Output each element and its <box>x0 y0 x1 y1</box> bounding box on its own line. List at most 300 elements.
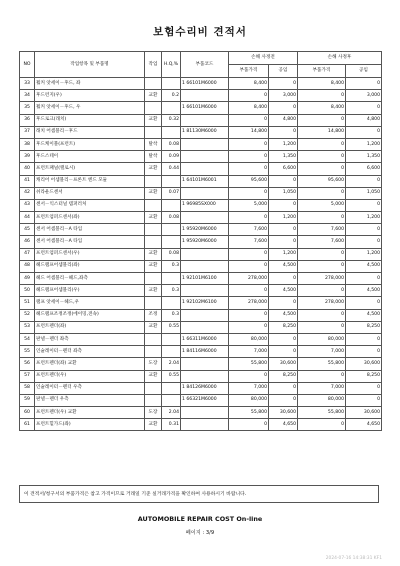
row-labor-after: 0 <box>346 102 382 114</box>
row-part-code: 1 66101M6000 <box>181 102 229 114</box>
row-hq <box>162 224 181 236</box>
row-part-price-before: 55,800 <box>229 358 269 370</box>
row-part-code <box>181 260 229 272</box>
row-labor-before: 0 <box>269 102 298 114</box>
row-labor-before: 0 <box>269 394 298 406</box>
row-item-name: 래치 어셈블리－후드 <box>35 126 145 138</box>
row-no: 59 <box>20 394 35 406</box>
row-work: 교환 <box>145 285 162 297</box>
table-row <box>20 346 382 358</box>
row-no: 57 <box>20 370 35 382</box>
row-part-code <box>181 419 229 431</box>
row-part-price-before: 0 <box>229 309 269 321</box>
page-number: 페이지 : 3/9 <box>185 530 215 536</box>
row-part-code: 1 66101M6000 <box>181 78 229 90</box>
row-part-price-before: 7,600 <box>229 236 269 248</box>
table-row <box>20 114 382 126</box>
row-part-price-after: 0 <box>298 212 346 224</box>
row-part-price-before: 8,400 <box>229 102 269 114</box>
row-part-code: 1 92101M6100 <box>181 273 229 285</box>
row-part-code <box>181 407 229 419</box>
row-work: 도장 <box>145 358 162 370</box>
row-labor-before: 0 <box>269 175 298 187</box>
row-part-price-before: 8,400 <box>229 78 269 90</box>
table-row <box>20 382 382 394</box>
row-item-name: 헤드램프어셈블리(우) <box>35 285 145 297</box>
row-hq: 0.44 <box>162 163 181 175</box>
row-no: 58 <box>20 382 35 394</box>
row-part-price-after: 80,000 <box>298 333 346 345</box>
row-item-name: 램프 앗세이－헤드,우 <box>35 297 145 309</box>
row-part-price-after: 0 <box>298 309 346 321</box>
row-part-price-after: 0 <box>298 90 346 102</box>
row-item-name: 헤드램프어셈블리(좌) <box>35 260 145 272</box>
row-labor-before: 1,350 <box>269 151 298 163</box>
row-labor-before: 30,600 <box>269 358 298 370</box>
row-work <box>145 382 162 394</box>
row-part-price-after: 8,400 <box>298 102 346 114</box>
row-item-name: 캐리어 어셈블리－프론트 엔드 모듈 <box>35 175 145 187</box>
row-part-price-before: 0 <box>229 138 269 150</box>
row-part-price-before: 0 <box>229 212 269 224</box>
row-labor-before: 0 <box>269 224 298 236</box>
header-no: NO <box>20 52 35 78</box>
row-hq: 0.3 <box>162 285 181 297</box>
row-item-name: 휠커 앗세이－후드, 우 <box>35 102 145 114</box>
row-labor-before: 0 <box>269 199 298 211</box>
row-part-code <box>181 138 229 150</box>
row-item-name: 센서－익스터널 템퍼러처 <box>35 199 145 211</box>
row-work: 교환 <box>145 163 162 175</box>
estimate-table <box>19 51 382 431</box>
row-labor-before: 8,250 <box>269 370 298 382</box>
row-part-code <box>181 309 229 321</box>
row-item-name: 프런트힐가드(좌) <box>35 419 145 431</box>
row-labor-after: 30,600 <box>346 407 382 419</box>
row-part-code <box>181 90 229 102</box>
row-part-price-before: 0 <box>229 321 269 333</box>
row-labor-before: 1,200 <box>269 138 298 150</box>
row-no: 41 <box>20 175 35 187</box>
row-part-code <box>181 114 229 126</box>
table-row <box>20 138 382 150</box>
row-labor-after: 0 <box>346 346 382 358</box>
row-item-name: 프런트펜더(좌) 교환 <box>35 358 145 370</box>
row-work: 교환 <box>145 260 162 272</box>
row-work <box>145 236 162 248</box>
row-no: 61 <box>20 419 35 431</box>
row-item-name: 판넬－펜더 좌측 <box>35 333 145 345</box>
row-labor-before: 0 <box>269 273 298 285</box>
row-no: 50 <box>20 285 35 297</box>
row-labor-before: 0 <box>269 78 298 90</box>
row-part-code: 1 95920M6000 <box>181 224 229 236</box>
row-labor-after: 0 <box>346 382 382 394</box>
row-no: 35 <box>20 102 35 114</box>
row-part-price-after: 0 <box>298 138 346 150</box>
row-hq: 0.09 <box>162 151 181 163</box>
row-part-price-after: 278,000 <box>298 297 346 309</box>
table-row <box>20 175 382 187</box>
row-hq <box>162 273 181 285</box>
table-row <box>20 358 382 370</box>
row-part-price-before: 80,000 <box>229 333 269 345</box>
row-work: 교환 <box>145 419 162 431</box>
row-labor-before: 0 <box>269 126 298 138</box>
row-labor-after: 4,500 <box>346 309 382 321</box>
row-no: 51 <box>20 297 35 309</box>
row-work <box>145 394 162 406</box>
row-hq <box>162 199 181 211</box>
row-part-code <box>181 285 229 297</box>
row-labor-before: 0 <box>269 346 298 358</box>
row-hq: 2.04 <box>162 358 181 370</box>
row-hq <box>162 297 181 309</box>
row-hq: 0.3 <box>162 309 181 321</box>
row-part-price-before: 14,800 <box>229 126 269 138</box>
row-labor-after: 0 <box>346 126 382 138</box>
row-labor-before: 1,050 <box>269 187 298 199</box>
row-labor-after: 1,050 <box>346 187 382 199</box>
row-part-price-before: 0 <box>229 248 269 260</box>
row-part-price-before: 0 <box>229 151 269 163</box>
table-row <box>20 163 382 175</box>
row-no: 48 <box>20 260 35 272</box>
row-work <box>145 273 162 285</box>
row-part-price-before: 0 <box>229 114 269 126</box>
row-labor-before: 4,650 <box>269 419 298 431</box>
table-row <box>20 212 382 224</box>
row-part-price-before: 278,000 <box>229 273 269 285</box>
footer-brand: AUTOMOBILE REPAIR COST On-line <box>137 515 263 523</box>
row-part-price-after: 7,600 <box>298 236 346 248</box>
table-row <box>20 248 382 260</box>
row-hq: 0.08 <box>162 138 181 150</box>
row-part-price-before: 5,000 <box>229 199 269 211</box>
row-labor-before: 1,200 <box>269 248 298 260</box>
row-labor-after: 6,600 <box>346 163 382 175</box>
row-no: 39 <box>20 151 35 163</box>
row-work: 교환 <box>145 114 162 126</box>
table-row <box>20 370 382 382</box>
header-item-name: 작업항목 및 부품명 <box>35 52 145 78</box>
row-labor-after: 3,000 <box>346 90 382 102</box>
row-hq <box>162 333 181 345</box>
row-work: 조정 <box>145 309 162 321</box>
row-labor-before: 6,600 <box>269 163 298 175</box>
row-part-price-after: 7,600 <box>298 224 346 236</box>
table-row <box>20 236 382 248</box>
header-part-price-before: 부품가격 <box>229 65 269 78</box>
table-row <box>20 394 382 406</box>
row-no: 53 <box>20 321 35 333</box>
table-row <box>20 321 382 333</box>
row-labor-after: 4,500 <box>346 260 382 272</box>
header-part-price-after: 부품가격 <box>298 65 346 78</box>
row-no: 55 <box>20 346 35 358</box>
row-work: 교환 <box>145 248 162 260</box>
row-item-name: 후드런지(우) <box>35 90 145 102</box>
header-work: 작업 <box>145 52 162 78</box>
row-part-code: 1 95920M6000 <box>181 236 229 248</box>
row-labor-after: 0 <box>346 175 382 187</box>
row-no: 46 <box>20 236 35 248</box>
row-item-name: 헤드 어셈블리－헤드,좌측 <box>35 273 145 285</box>
table-row <box>20 407 382 419</box>
row-part-price-after: 0 <box>298 248 346 260</box>
row-part-price-after: 7,000 <box>298 346 346 358</box>
row-labor-after: 4,650 <box>346 419 382 431</box>
row-item-name: 프런트펜더(우) <box>35 370 145 382</box>
row-part-code: 1 66311M6000 <box>181 333 229 345</box>
row-part-code: 1 84126M6000 <box>181 382 229 394</box>
row-part-price-after: 5,000 <box>298 199 346 211</box>
header-before-assessment: 손해 사정전 <box>229 52 298 65</box>
row-part-price-before: 0 <box>229 419 269 431</box>
row-hq: 0.07 <box>162 187 181 199</box>
row-part-price-before: 95,600 <box>229 175 269 187</box>
row-no: 43 <box>20 199 35 211</box>
table-row <box>20 273 382 285</box>
row-part-price-before: 7,000 <box>229 346 269 358</box>
row-no: 37 <box>20 126 35 138</box>
row-part-code: 1 92102M6100 <box>181 297 229 309</box>
row-labor-after: 1,200 <box>346 248 382 260</box>
row-hq <box>162 382 181 394</box>
row-labor-after: 1,200 <box>346 212 382 224</box>
table-row <box>20 151 382 163</box>
row-part-price-before: 7,600 <box>229 224 269 236</box>
row-part-price-before: 7,000 <box>229 382 269 394</box>
row-part-price-after: 0 <box>298 151 346 163</box>
row-part-code: 1 66321M6000 <box>181 394 229 406</box>
row-labor-after: 8,250 <box>346 370 382 382</box>
row-part-price-before: 278,000 <box>229 297 269 309</box>
row-hq <box>162 78 181 90</box>
row-no: 49 <box>20 273 35 285</box>
row-item-name: 후드스테이 <box>35 151 145 163</box>
row-item-name: 판넬－펜더 우측 <box>35 394 145 406</box>
row-hq <box>162 394 181 406</box>
table-row <box>20 126 382 138</box>
row-part-price-after: 55,800 <box>298 407 346 419</box>
row-work: 교환 <box>145 187 162 199</box>
row-work: 교환 <box>145 90 162 102</box>
row-no: 36 <box>20 114 35 126</box>
row-labor-before: 4,800 <box>269 114 298 126</box>
row-work <box>145 126 162 138</box>
row-part-price-after: 95,600 <box>298 175 346 187</box>
row-labor-after: 0 <box>346 333 382 345</box>
row-no: 47 <box>20 248 35 260</box>
row-part-code <box>181 248 229 260</box>
table-row <box>20 260 382 272</box>
row-hq <box>162 236 181 248</box>
row-work <box>145 346 162 358</box>
row-part-price-before: 0 <box>229 163 269 175</box>
row-hq: 0.08 <box>162 212 181 224</box>
row-hq <box>162 126 181 138</box>
row-labor-after: 0 <box>346 394 382 406</box>
row-part-price-after: 0 <box>298 370 346 382</box>
row-hq: 0.55 <box>162 321 181 333</box>
row-work: 탈착 <box>145 151 162 163</box>
row-labor-after: 4,500 <box>346 285 382 297</box>
table-row <box>20 102 382 114</box>
row-hq: 2.04 <box>162 407 181 419</box>
row-item-name: 프런트패널(랠로시) <box>35 163 145 175</box>
row-no: 52 <box>20 309 35 321</box>
row-labor-before: 0 <box>269 236 298 248</box>
row-labor-after: 0 <box>346 199 382 211</box>
row-item-name: 프런트엄퍼드센서(좌) <box>35 212 145 224</box>
row-labor-before: 1,200 <box>269 212 298 224</box>
row-part-code <box>181 358 229 370</box>
header-part-code: 부품코드 <box>181 52 229 78</box>
row-hq: 0.32 <box>162 114 181 126</box>
row-item-name: 후드케이블(프런트) <box>35 138 145 150</box>
row-hq <box>162 346 181 358</box>
row-part-price-before: 55,800 <box>229 407 269 419</box>
row-part-price-before: 0 <box>229 370 269 382</box>
row-no: 54 <box>20 333 35 345</box>
table-row <box>20 297 382 309</box>
row-work <box>145 224 162 236</box>
table-row <box>20 224 382 236</box>
header-row <box>20 52 382 65</box>
row-labor-before: 0 <box>269 382 298 394</box>
row-work <box>145 333 162 345</box>
row-hq: 0.3 <box>162 260 181 272</box>
row-part-price-after: 278,000 <box>298 273 346 285</box>
row-labor-before: 8,250 <box>269 321 298 333</box>
row-work <box>145 102 162 114</box>
row-hq <box>162 175 181 187</box>
row-part-price-after: 14,800 <box>298 126 346 138</box>
row-part-code: 1 81130M6000 <box>181 126 229 138</box>
row-part-price-before: 0 <box>229 187 269 199</box>
table-row <box>20 90 382 102</box>
row-work: 교환 <box>145 370 162 382</box>
row-part-price-after: 0 <box>298 419 346 431</box>
table-row <box>20 333 382 345</box>
price-notice: 이 견적서/청구서의 부품가격은 참고 가격이므로 거래일 기준 실거래가격을 확인하여 사용하시기 바랍니다. <box>19 485 379 503</box>
row-labor-after: 1,350 <box>346 151 382 163</box>
row-labor-after: 0 <box>346 78 382 90</box>
row-item-name: 프런트펜더(우) 교환 <box>35 407 145 419</box>
row-labor-before: 4,500 <box>269 309 298 321</box>
table-row <box>20 419 382 431</box>
row-part-code: 1 96985SX000 <box>181 199 229 211</box>
row-no: 42 <box>20 187 35 199</box>
row-part-price-after: 0 <box>298 321 346 333</box>
row-work: 교환 <box>145 212 162 224</box>
row-part-code: 1 84116M6000 <box>181 346 229 358</box>
row-work <box>145 199 162 211</box>
row-no: 38 <box>20 138 35 150</box>
row-labor-after: 4,800 <box>346 114 382 126</box>
row-part-price-before: 0 <box>229 285 269 297</box>
header-labor-before: 공임 <box>269 65 298 78</box>
header-after-assessment: 손해 사정후 <box>298 52 382 65</box>
row-work <box>145 175 162 187</box>
row-labor-before: 0 <box>269 297 298 309</box>
row-part-price-before: 0 <box>229 260 269 272</box>
row-part-price-after: 55,800 <box>298 358 346 370</box>
row-item-name: 헤드램프조정조정(에이밍,전속) <box>35 309 145 321</box>
row-labor-after: 0 <box>346 273 382 285</box>
row-labor-before: 30,600 <box>269 407 298 419</box>
row-part-price-before: 0 <box>229 90 269 102</box>
row-labor-after: 0 <box>346 236 382 248</box>
row-part-price-after: 0 <box>298 187 346 199</box>
table-row <box>20 199 382 211</box>
document-title: 보험수리비 견적서 <box>153 26 247 38</box>
row-part-price-before: 80,000 <box>229 394 269 406</box>
row-hq: 0.2 <box>162 90 181 102</box>
row-item-name: 인슐레이터－펜더 좌측 <box>35 346 145 358</box>
row-no: 56 <box>20 358 35 370</box>
row-item-name: 휠커 앗세이－후드, 좌 <box>35 78 145 90</box>
row-item-name: 인슐레이터－펜더 우측 <box>35 382 145 394</box>
row-labor-after: 30,600 <box>346 358 382 370</box>
row-hq: 0.55 <box>162 370 181 382</box>
table-row <box>20 309 382 321</box>
row-part-price-after: 7,000 <box>298 382 346 394</box>
row-item-name: 후드로크(래치) <box>35 114 145 126</box>
row-part-code <box>181 321 229 333</box>
table-row <box>20 285 382 297</box>
row-item-name: 프런트엄퍼드센서(우) <box>35 248 145 260</box>
row-no: 33 <box>20 78 35 90</box>
row-item-name: 센서 어셈블리－A 타입 <box>35 236 145 248</box>
row-hq <box>162 102 181 114</box>
row-work <box>145 78 162 90</box>
row-item-name: 센서 어셈블리－A 타입 <box>35 224 145 236</box>
row-labor-before: 4,500 <box>269 285 298 297</box>
table-row <box>20 78 382 90</box>
row-labor-after: 8,250 <box>346 321 382 333</box>
row-no: 44 <box>20 212 35 224</box>
table-row <box>20 187 382 199</box>
row-no: 40 <box>20 163 35 175</box>
row-no: 60 <box>20 407 35 419</box>
row-work: 탈착 <box>145 138 162 150</box>
row-work <box>145 297 162 309</box>
row-part-price-after: 80,000 <box>298 394 346 406</box>
row-part-code <box>181 187 229 199</box>
row-labor-before: 0 <box>269 333 298 345</box>
row-hq: 0.31 <box>162 419 181 431</box>
row-no: 45 <box>20 224 35 236</box>
row-work: 교환 <box>145 321 162 333</box>
row-no: 34 <box>20 90 35 102</box>
row-item-name: 프런트펜더(좌) <box>35 321 145 333</box>
row-part-price-after: 0 <box>298 163 346 175</box>
row-part-price-after: 8,400 <box>298 78 346 90</box>
row-part-price-after: 0 <box>298 260 346 272</box>
row-part-price-after: 0 <box>298 114 346 126</box>
print-timestamp: 2024-07-16 14:38:31 KF1 <box>325 556 382 561</box>
row-work: 도장 <box>145 407 162 419</box>
header-hq: H.Q,% <box>162 52 181 78</box>
row-part-code: 1 64101M6001 <box>181 175 229 187</box>
row-part-code <box>181 151 229 163</box>
row-item-name: 쉬라운드센서 <box>35 187 145 199</box>
row-hq: 0.08 <box>162 248 181 260</box>
row-labor-after: 1,200 <box>346 138 382 150</box>
row-part-price-after: 0 <box>298 285 346 297</box>
